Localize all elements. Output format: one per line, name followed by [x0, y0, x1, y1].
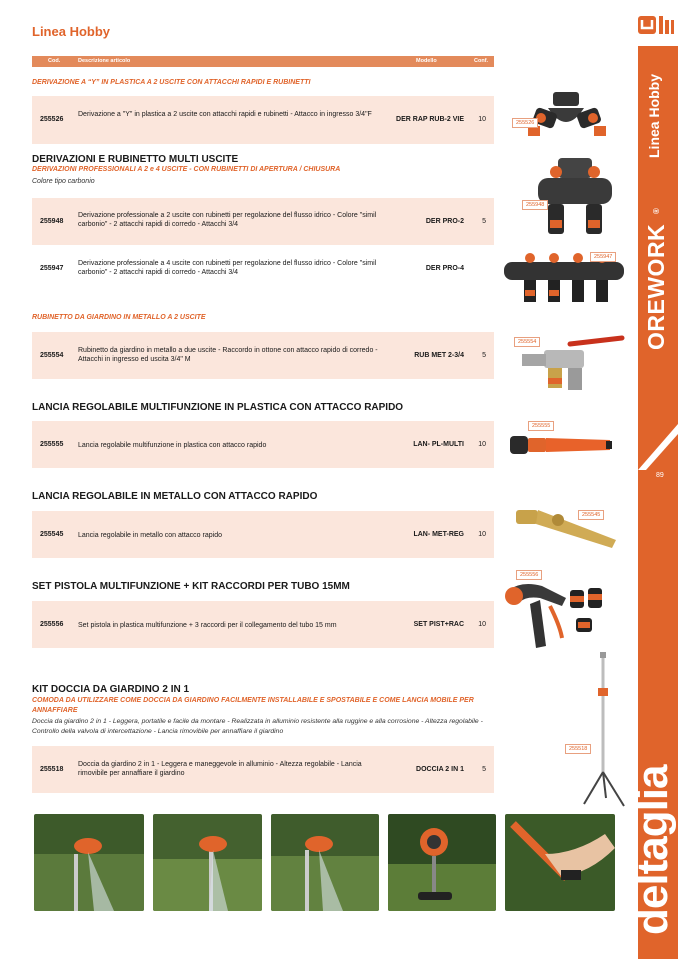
section-desc: Doccia da giardino 2 in 1 - Leggera, portatile e facile da montare - Realizzata in alluminio resistente alla ruggine e alla corrosione - Altezza regolabile - Controllo della valvola di intercettazione - Lancia rimovibile per annaffiare il giardino: [32, 718, 483, 735]
orework-mark-icon: [637, 14, 675, 36]
sidebar-logo: deltaglia: [628, 765, 677, 935]
product-model: DOCCIA 2 IN 1: [416, 766, 464, 773]
product-conf: 5: [482, 352, 486, 359]
product-model: DER PRO-4: [425, 265, 464, 272]
photo-shower-1: [34, 814, 144, 911]
sidebar-divider: [638, 424, 678, 470]
photo-shower-3: [271, 814, 379, 911]
col-conf: Conf.: [474, 58, 489, 64]
product-code: 255555: [40, 441, 64, 448]
section-subtitle: RUBINETTO DA GIARDINO IN METALLO A 2 USCITE: [32, 314, 206, 321]
product-desc: Set pistola in plastica multifunzione + 3 raccordi per il collegamento del tubo 15 mm: [78, 622, 337, 629]
product-conf: 10: [478, 531, 486, 538]
image-code-label: 255556: [516, 570, 542, 580]
section-title: KIT DOCCIA DA GIARDINO 2 IN 1: [32, 684, 190, 695]
product-image-lancia-plastica: [506, 430, 614, 460]
section-title: DERIVAZIONI E RUBINETTO MULTI USCITE: [32, 154, 239, 165]
sidebar-category: Linea Hobby: [646, 73, 662, 158]
page-number: 89: [656, 472, 664, 479]
product-desc: Lancia regolabile multifunzione in plastica con attacco rapido: [78, 442, 267, 449]
product-conf: 10: [478, 441, 486, 448]
col-desc: Descrizione articolo: [78, 58, 131, 64]
table-row: [32, 601, 494, 648]
section-title: LANCIA REGOLABILE IN METALLO CON ATTACCO RAPIDO: [32, 491, 318, 502]
image-code-label: 255526: [512, 118, 538, 128]
col-cod: Cod.: [48, 58, 61, 64]
product-conf: 5: [482, 766, 486, 773]
sidebar-brand-mark: ®: [652, 208, 661, 214]
image-code-label: 255545: [578, 510, 604, 520]
photo-sprinkler: [388, 814, 496, 911]
product-code: 255948: [40, 218, 64, 225]
section-subtitle: DERIVAZIONI PROFESSIONALI A 2 e 4 USCITE - CON RUBINETTI DI APERTURA / CHIUSURA: [32, 166, 341, 173]
table-row: [32, 198, 494, 245]
section-title: SET PISTOLA MULTIFUNZIONE + KIT RACCORDI PER TUBO 15MM: [32, 581, 350, 592]
table-row: [32, 96, 494, 144]
product-code: 255947: [40, 265, 64, 272]
product-model: DER PRO-2: [425, 218, 464, 225]
photo-shower-2: [153, 814, 262, 911]
product-code: 255556: [40, 621, 64, 628]
sidebar-brand: OREWORK: [643, 223, 669, 350]
product-code: 255526: [40, 116, 64, 123]
product-model: SET PIST+RAC: [413, 621, 464, 628]
section-note: Colore tipo carbonio: [32, 178, 95, 185]
section-title: LANCIA REGOLABILE MULTIFUNZIONE IN PLASTICA CON ATTACCO RAPIDO: [32, 402, 404, 413]
table-row: [32, 332, 494, 379]
table-row: [32, 246, 494, 292]
product-desc: Lancia regolabile in metallo con attacco rapido: [78, 532, 222, 539]
col-model: Modello: [416, 58, 437, 64]
product-desc: Rubinetto da giardino in metallo a due uscite - Raccordo in ottone con attacco rapido di corredo - Attacchi in ingresso ed uscita 3/4" M: [78, 347, 378, 364]
product-desc: Derivazione a "Y" in plastica a 2 uscite con attacchi rapidi e rubinetti - Attacco in ingresso 3/4"F: [78, 111, 372, 118]
table-header: [32, 56, 494, 67]
table-row: [32, 746, 494, 793]
photo-hand-lancia: [505, 814, 615, 911]
product-model: RUB MET 2-3/4: [414, 352, 464, 359]
image-code-label: 255947: [590, 252, 616, 262]
table-row: [32, 511, 494, 558]
product-desc: Doccia da giardino 2 in 1 - Leggera e maneggevole in alluminio - Altezza regolabile - Lancia rimovibile per annaffiare il giardino: [78, 761, 362, 778]
image-code-label: 255555: [528, 421, 554, 431]
product-desc: Derivazione professionale a 4 uscite con rubinetti per regolazione del flusso idrico - Colore "simil carbonio" - 2 attacchi rapidi di corredo - Attacchi 3/4: [78, 260, 377, 277]
product-code: 255545: [40, 531, 64, 538]
section-subtitle: DERIVAZIONE A “Y” IN PLASTICA A 2 USCITE CON ATTACCHI RAPIDI E RUBINETTI: [32, 79, 311, 86]
page-title: Linea Hobby: [32, 24, 111, 39]
product-desc: Derivazione professionale a 2 uscite con rubinetti per regolazione del flusso idrico - Colore "simil carbonio" - 2 attacchi rapidi di corredo - Attacchi 3/4: [78, 212, 377, 229]
product-conf: 10: [478, 116, 486, 123]
table-row: [32, 421, 494, 468]
section-subtitle: COMODA DA UTILIZZARE COME DOCCIA DA GIARDINO FACILMENTE INSTALLABILE E SPOSTABILE E COME LANCIA MOBILE PER ANNAFFIARE: [32, 697, 474, 714]
product-model: DER RAP RUB-2 VIE: [396, 116, 464, 123]
product-model: LAN- MET-REG: [413, 531, 464, 538]
product-conf: 10: [478, 621, 486, 628]
product-image-lancia-metallo: [512, 500, 622, 556]
product-code: 255554: [40, 352, 64, 359]
image-code-label: 255554: [514, 337, 540, 347]
image-code-label: 255948: [522, 200, 548, 210]
image-code-label: 255518: [565, 744, 591, 754]
product-code: 255518: [40, 766, 64, 773]
product-image-doccia: [578, 648, 630, 810]
product-model: LAN- PL-MULTI: [413, 441, 464, 448]
product-conf: 5: [482, 218, 486, 225]
